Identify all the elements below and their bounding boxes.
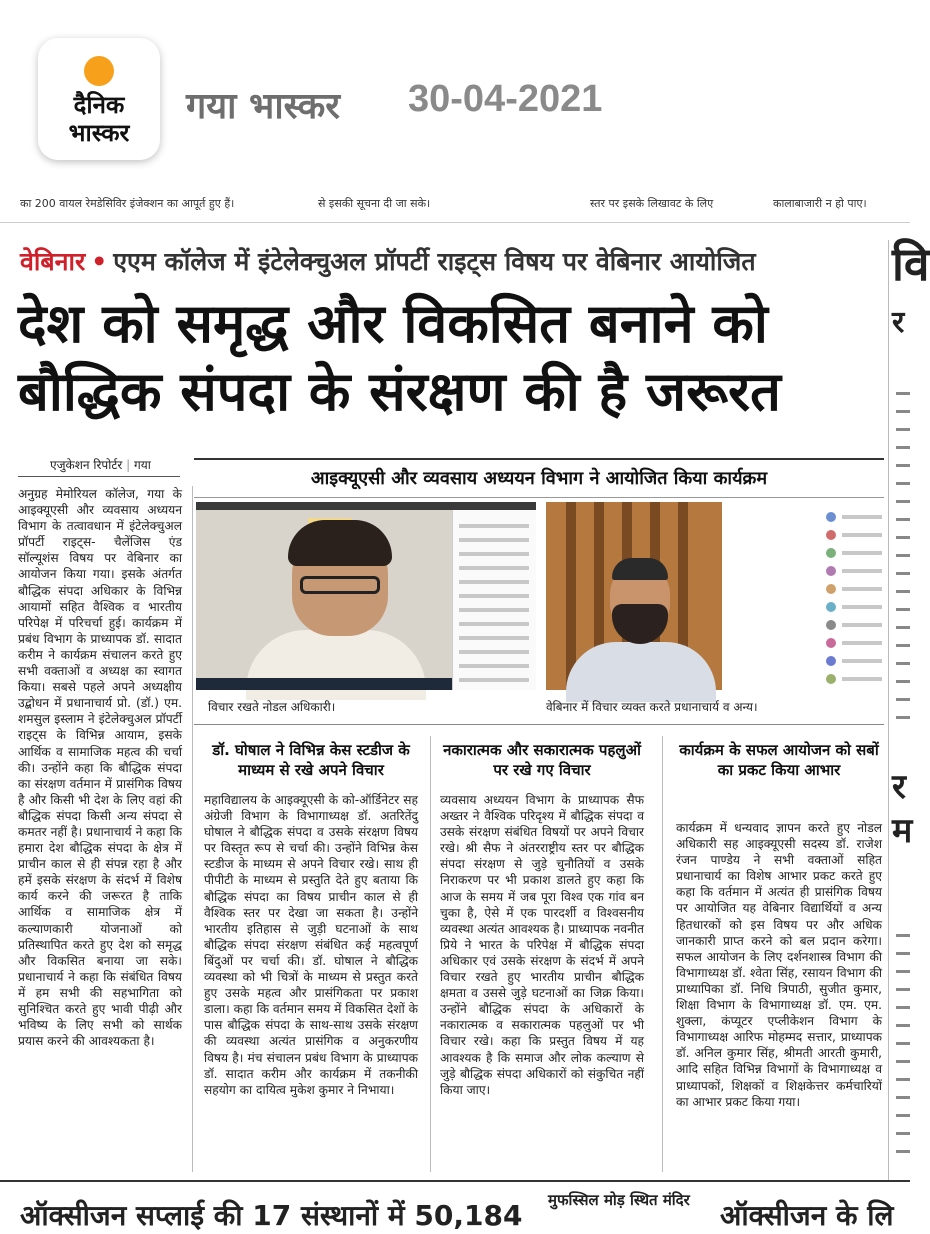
edge-text-line <box>896 608 910 611</box>
edge-text-line <box>896 644 910 647</box>
edge-text-line <box>896 1114 910 1117</box>
column-rule <box>192 486 193 1172</box>
column-rule <box>430 736 431 1172</box>
kicker <box>20 244 756 278</box>
edge-text-line <box>896 1078 910 1081</box>
edge-text-line <box>896 1006 910 1009</box>
edge-text-line <box>896 446 910 449</box>
byline-separator: | <box>126 458 131 472</box>
edge-fragment: र <box>892 767 906 807</box>
byline-name: एजुकेशन रिपोर्टर <box>50 458 123 472</box>
window-titlebar <box>196 502 536 510</box>
strip-text: कालाबाजारी न हो पाए। <box>773 197 867 210</box>
edge-text-line <box>896 680 910 683</box>
edge-text-line <box>896 716 910 719</box>
subhead-column-4: कार्यक्रम के सफल आयोजन को सबों का प्रकट किया आभार <box>679 741 879 779</box>
divider <box>0 222 910 223</box>
edge-text-line <box>896 482 910 485</box>
headline: देश को समृद्ध और विकसित बनाने को बौद्धिक संपदा के संरक्षण की है जरूरत <box>18 292 781 423</box>
edge-text-line <box>896 536 910 539</box>
column-rule <box>888 240 889 1180</box>
photo-caption-left: विचार रखते नोडल अधिकारी। <box>208 700 336 714</box>
edge-text-line <box>896 1132 910 1135</box>
subhead-column-2: डॉ. घोषाल ने विभिन्न केस स्टडीज के माध्यम से रखे अपने विचार <box>212 741 410 779</box>
bottom-headline-fragment: ऑक्सीजन के लि <box>720 1199 894 1232</box>
edge-text-line <box>896 698 910 701</box>
strip-text: का 200 वायल रेमडेसिविर इंजेक्शन का आपूर्त हुए हैं। <box>20 197 235 210</box>
taskbar <box>196 678 452 690</box>
edge-text-line <box>896 662 910 665</box>
edge-text-line <box>896 518 910 521</box>
page-header <box>0 0 910 180</box>
edge-text-line <box>896 970 910 973</box>
edge-text-line <box>896 1024 910 1027</box>
clipped-bottom-strip <box>0 1180 910 1232</box>
photo-caption-right: वेबिनार में विचार व्यक्त करते प्रधानाचार्य व अन्य। <box>546 700 758 714</box>
participants-panel <box>452 510 536 690</box>
sun-icon <box>84 56 114 86</box>
byline-place: गया <box>134 458 151 472</box>
edge-text-line <box>896 626 910 629</box>
wooden-wall <box>546 502 722 690</box>
participants-panel <box>722 502 884 690</box>
bullet: • <box>91 247 108 276</box>
edition-name: गया भास्कर <box>186 86 341 127</box>
speaker-video <box>196 510 452 686</box>
divider <box>194 724 884 725</box>
edge-text-line <box>896 1150 910 1153</box>
subhead-column-3: नकारात्मक और सकारात्मक पहलुओं पर रखे गए विचार <box>443 741 641 779</box>
photo-video-call-speaker <box>196 502 536 690</box>
body-column-1: अनुग्रह मेमोरियल कॉलेज, गया के आइक्यूएसी और व्यवसाय अध्ययन विभाग के तत्वावधान में इंटेलेक्चुअल प्रॉपर्टी राइट्स- चैलेंजिस एंड सॉल्यूशंस विषय पर वेबिनार का आयोजन किया गया। इसके अंतर्गत बौद्धिक संपदा अधिकार के विभिन्न आयामों सहित वैश्विक व भारतीय परिपेक्ष में परिचर्चा हुई। कार्यक्रम में प्रबंध विभाग के प्राध्यापक डॉ. सादात करीम ने कार्यक्रम संचालन करते हुए सभी वक्ताओं व अध्यक्ष का स्वागत किया। सबसे पहले अपने अध्यक्षीय उद्बोधन में प्रधानाचार्य प्रो. (डॉ.) एम. शमसुल इस्लाम ने इंटेलेक्चुअल प्रॉपर्टी राइट्स के विभिन्न आयाम, इसके आर्थिक व सामाजिक महत्व की चर्चा की। उन्होंने कहा कि बौद्धिक संपदा का संरक्षण वर्तमान में प्रासंगिक विषय है और किसी भी देश के लिए वहां की बौद्धिक संपदा किसी अन्य संपदा से कमतर नहीं है। प्रधानाचार्य ने कहा कि हमारा देश बौद्धिक संपदा के क्षेत्र में प्राचीन काल से ही संपन्न रहा है और हमें इसके संरक्षण के संदर्भ में विशेष कार्य करने की जरूरत है ताकि आर्थिक व सामाजिक क्षेत्र में कल्याणकारी योजनाओं को प्रतिस्थापित करते हुए देश को समृद्ध और विकसित बनाया जा सके। प्रधानाचार्य ने कहा कि संबंधित विषय में हम सभी की सहभागिता को सुनिश्चित करते हुए भावी पीढ़ी और भविष्य के लिए सभी को सार्थक प्रयास करने की आवश्यकता है। <box>18 487 182 1049</box>
edge-fragment: म <box>892 811 913 851</box>
strip-text: स्तर पर इसके लिखावट के लिए <box>590 197 714 210</box>
photo-strap: आइक्यूएसी और व्यवसाय अध्ययन विभाग ने आयोजित किया कार्यक्रम <box>194 458 884 498</box>
byline <box>50 456 151 473</box>
edge-text-line <box>896 934 910 937</box>
edge-text-line <box>896 410 910 413</box>
body-column-3: व्यवसाय अध्ययन विभाग के प्राध्यापक सैफ अख्तर ने वैश्विक परिदृश्य में बौद्धिक संपदा व उसके संरक्षण संबंधित विषयों पर अपने विचार रखे। श्री सैफ ने अंतरराष्ट्रीय स्तर पर बौद्धिक संपदा संरक्षण से जुड़े चुनौतियों व उसके निराकरण पर भी प्रकाश डालते हुए कहा कि आज के समय में जब पूरा विश्व एक गांव बन चुका है, ऐसे में एक पारदर्शी व विश्वसनीय व्यवस्था अत्यंत आवश्यक है। प्राध्यापक नवनीत प्रिये ने भारत के परिपेक्ष में बौद्धिक संपदा अधिकार एवं उसके संरक्षण के संदर्भ में अपने विचार रखते हुए भारतीय प्राचीन बौद्धिक क्षमता व उससे जुड़े घटनाओं का जिक्र किया। उन्होंने बौद्धिक संपदा के अधिकारों के नकारात्मक व सकारात्मक पहलुओं पर भी विचार रखे। कहा कि प्रस्तुत विषय में यह आवश्यक है कि समाज और लोक कल्याण से जुड़े बौद्धिक संपदा अधिकारों को संकुचित नहीं किया जाए। <box>440 793 644 1097</box>
section-tag: वेबिनार <box>20 247 86 276</box>
speaker-kurta <box>566 642 716 702</box>
glasses <box>300 576 380 594</box>
speaker-hair <box>288 520 392 566</box>
column-rule <box>662 736 663 1172</box>
speaker-cap <box>612 558 668 580</box>
logo-line2: भास्कर <box>68 119 130 147</box>
edge-text-line <box>896 500 910 503</box>
clipped-top-strip <box>0 190 910 210</box>
edge-text-line <box>896 590 910 593</box>
edge-text-line <box>896 988 910 991</box>
edge-text-line <box>896 572 910 575</box>
edge-text-line <box>896 952 910 955</box>
edge-text-line <box>896 428 910 431</box>
bottom-headline-fragment: ऑक्सीजन सप्लाई की 17 संस्थानों में 50,184 <box>20 1199 523 1232</box>
divider <box>18 476 180 477</box>
edge-text-line <box>896 464 910 467</box>
strip-text: से इसकी सूचना दी जा सके। <box>318 197 431 210</box>
edge-text-line <box>896 392 910 395</box>
body-column-2: महाविद्यालय के आइक्यूएसी के को-ऑर्डिनेटर सह अंग्रेजी विभाग के विभागाध्यक्ष डॉ. अतरितेंदु घोषाल ने बौद्धिक संपदा व उसके संरक्षण विषय पर विस्तृत रूप से चर्चा की। उन्होंने विभिन्न केस स्टडीज के माध्यम से अपने विचार रखे। साथ ही पीपीटी के माध्यम से प्रस्तुति देते हुए बताया कि बौद्धिक संपदा का विषय प्राचीन काल से ही वैश्विक स्तर पर देखा जा सकता है। उन्होंने भारतीय इतिहास से जुड़ी घटनाओं के साथ बौद्धिक संपदा संरक्षण संबंधित कई महत्वपूर्ण बिंदुओं पर चर्चा की। डॉ. घोषाल ने बौद्धिक व्यवस्था को भी चित्रों के माध्यम से प्रस्तुत करते हुए उसके महत्व और प्रासंगिकता पर प्रकाश डाला। कहा कि वर्तमान समय में विकसित देशों के पास बौद्धिक संपदा के साथ-साथ उसके संरक्षण की व्यवस्था अत्यंत प्रासंगिक व अनुकरणीय विषय है। मंच संचालन प्रबंध विभाग के प्राध्यापक डॉ. सादात करीम और कार्यक्रम में तकनीकी सहयोग का दायित्व मुकेश कुमार ने निभाया। <box>204 793 418 1097</box>
kicker-text: एएम कॉलेज में इंटेलेक्चुअल प्रॉपर्टी राइट्स विषय पर वेबिनार आयोजित <box>113 247 756 276</box>
edge-fragment: वि <box>892 237 930 291</box>
photo-principal-speaking <box>546 502 884 690</box>
edition-date: 30-04-2021 <box>408 78 603 120</box>
edge-text-line <box>896 1042 910 1045</box>
bottom-headline-fragment: मुफस्सिल मोड़ स्थित मंदिर <box>548 1191 690 1209</box>
edge-text-line <box>896 1096 910 1099</box>
edge-fragment: र <box>892 305 905 340</box>
dainik-bhaskar-logo <box>38 38 160 160</box>
edge-text-line <box>896 554 910 557</box>
body-column-4: कार्यक्रम में धन्यवाद ज्ञापन करते हुए नोडल अधिकारी सह आइक्यूएसी सदस्य डॉ. राजेश रंजन पाण्डेय ने सभी वक्ताओं सहित प्रधानाचार्य का विशेष आभार प्रकट करते हुए कहा कि वर्तमान में अत्यंत ही प्रासंगिक विषय पर आयोजित यह वेबिनार विद्यार्थियों व अन्य हितधारकों को इस विषय पर और अधिक जानकारी प्राप्त करने को बल प्रदान करेगा। सफल आयोजन के लिए दर्शनशास्त्र विभाग की विभागाध्यक्ष डॉ. श्वेता सिंह, रसायन विभाग की प्राध्यापिका डॉ. निधि त्रिपाठी, सुजीत कुमार, शिक्षा विभाग के विभागाध्यक्ष डॉ. एम. एम. शुक्ला, कंप्यूटर एप्लीकेशन विभाग के विभागाध्यक्ष आरिफ मोहम्मद सत्तार, प्राध्यापक डॉ. अनिल कुमार सिंह, श्रीमती आरती कुमारी, आदि सहित विभिन्न विभागों के विभागाध्यक्ष व प्राध्यापकों, शिक्षकों व शिक्षकेत्तर कर्मचारियों का आभार प्रकट किया गया। <box>676 821 882 1109</box>
divider <box>0 1180 910 1182</box>
edge-text-line <box>896 1060 910 1063</box>
logo-line1: दैनिक <box>73 91 125 119</box>
